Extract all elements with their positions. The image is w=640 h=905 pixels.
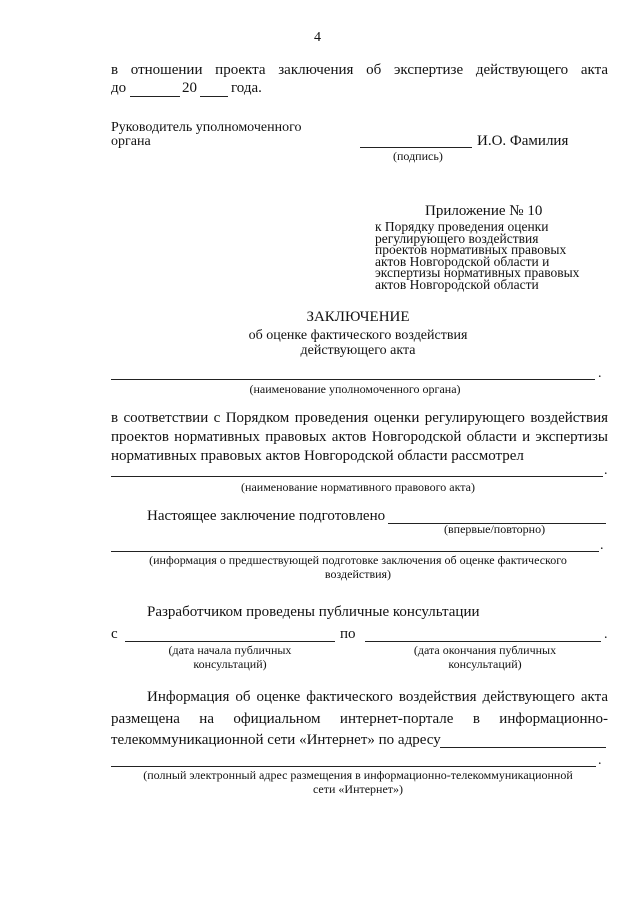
authority-caption: (наименование уполномоченного органа): [249, 382, 461, 396]
consultations-from: с: [111, 626, 118, 642]
act-caption: (наименование нормативного правового акта): [241, 480, 475, 494]
start-caption-1: (дата начала публичных: [168, 643, 292, 657]
day-blank: [130, 96, 180, 97]
page-number: 4: [314, 30, 321, 45]
previous-line: [111, 551, 599, 552]
consultations-to: по: [340, 626, 356, 642]
document-subtitle-1: об оценке фактического воздействия: [248, 328, 468, 343]
appendix-line: актов Новгородской области и: [375, 253, 550, 269]
address-line-1: [440, 747, 606, 748]
info-line-3: телекоммуникационной сети «Интернет» по адресу: [111, 732, 441, 748]
end-caption-1: (дата окончания публичных: [413, 643, 557, 657]
document-title: ЗАКЛЮЧЕНИЕ: [306, 309, 410, 325]
year-blank: [200, 96, 228, 97]
previous-caption-1: (информация о предшествующей подготовке заключения об оценке фактического: [149, 553, 567, 567]
intro-suffix: года.: [231, 80, 262, 96]
address-caption-1: (полный электронный адрес размещения в информационно-телекоммуникационной: [143, 768, 573, 782]
prepared-label: Настоящее заключение подготовлено: [147, 508, 386, 524]
dot: .: [604, 463, 608, 478]
appendix-line: к Порядку проведения оценки: [375, 219, 549, 234]
previous-caption: [0, 553, 640, 581]
intro-year-prefix: 20: [182, 80, 197, 96]
address-caption-2: сети «Интернет»): [312, 782, 404, 796]
appendix-line: регулирующего воздействия: [375, 230, 539, 246]
signature-line: [360, 147, 472, 148]
consultation-start-caption: [130, 643, 330, 671]
appendix-line: проектов нормативных правовых: [375, 242, 567, 257]
info-line-1: Информация об оценке фактического воздействия действующего акта: [147, 689, 608, 705]
body-line-1: в соответствии с Порядком проведения оценки регулирующего воздействия: [111, 410, 608, 426]
signature-role-2: органа: [111, 134, 151, 149]
info-line-2: размещена на официальном интернет-портале в информационно-: [111, 711, 608, 727]
intro-prefix: до: [111, 80, 127, 96]
consultation-end-caption: [370, 643, 600, 671]
start-caption-2: консультаций): [193, 657, 267, 671]
appendix-reference: [375, 221, 579, 290]
address-caption: [0, 768, 640, 796]
authority-line: [111, 379, 595, 380]
appendix-line: актов Новгородской области: [375, 276, 539, 292]
address-line-2: [111, 766, 596, 767]
intro-line-1: в отношении проекта заключения об экспертизе действующего акта: [111, 62, 608, 78]
dot: .: [604, 627, 608, 642]
consultation-end-line: [365, 641, 601, 642]
signature-caption: (подпись): [393, 149, 443, 163]
dot: .: [600, 538, 604, 553]
consultation-start-line: [125, 641, 335, 642]
body-line-3: нормативных правовых актов Новгородской области рассмотрел: [111, 448, 524, 464]
end-caption-2: консультаций): [448, 657, 522, 671]
signature-name: И.О. Фамилия: [477, 133, 569, 149]
dot: .: [598, 753, 602, 768]
dot: .: [598, 366, 602, 381]
prepared-caption: (впервые/повторно): [444, 522, 546, 536]
act-line: [111, 476, 603, 477]
appendix-title: Приложение № 10: [425, 203, 543, 219]
appendix-line: экспертизы нормативных правовых: [375, 265, 580, 280]
previous-caption-2: воздействия): [324, 567, 392, 581]
body-line-2: проектов нормативных правовых актов Новгородской области и экспертизы: [111, 429, 608, 445]
signature-role-1: Руководитель уполномоченного: [111, 120, 302, 135]
consultations-label: Разработчиком проведены публичные консультации: [147, 604, 480, 620]
document-subtitle-2: действующего акта: [300, 343, 416, 358]
